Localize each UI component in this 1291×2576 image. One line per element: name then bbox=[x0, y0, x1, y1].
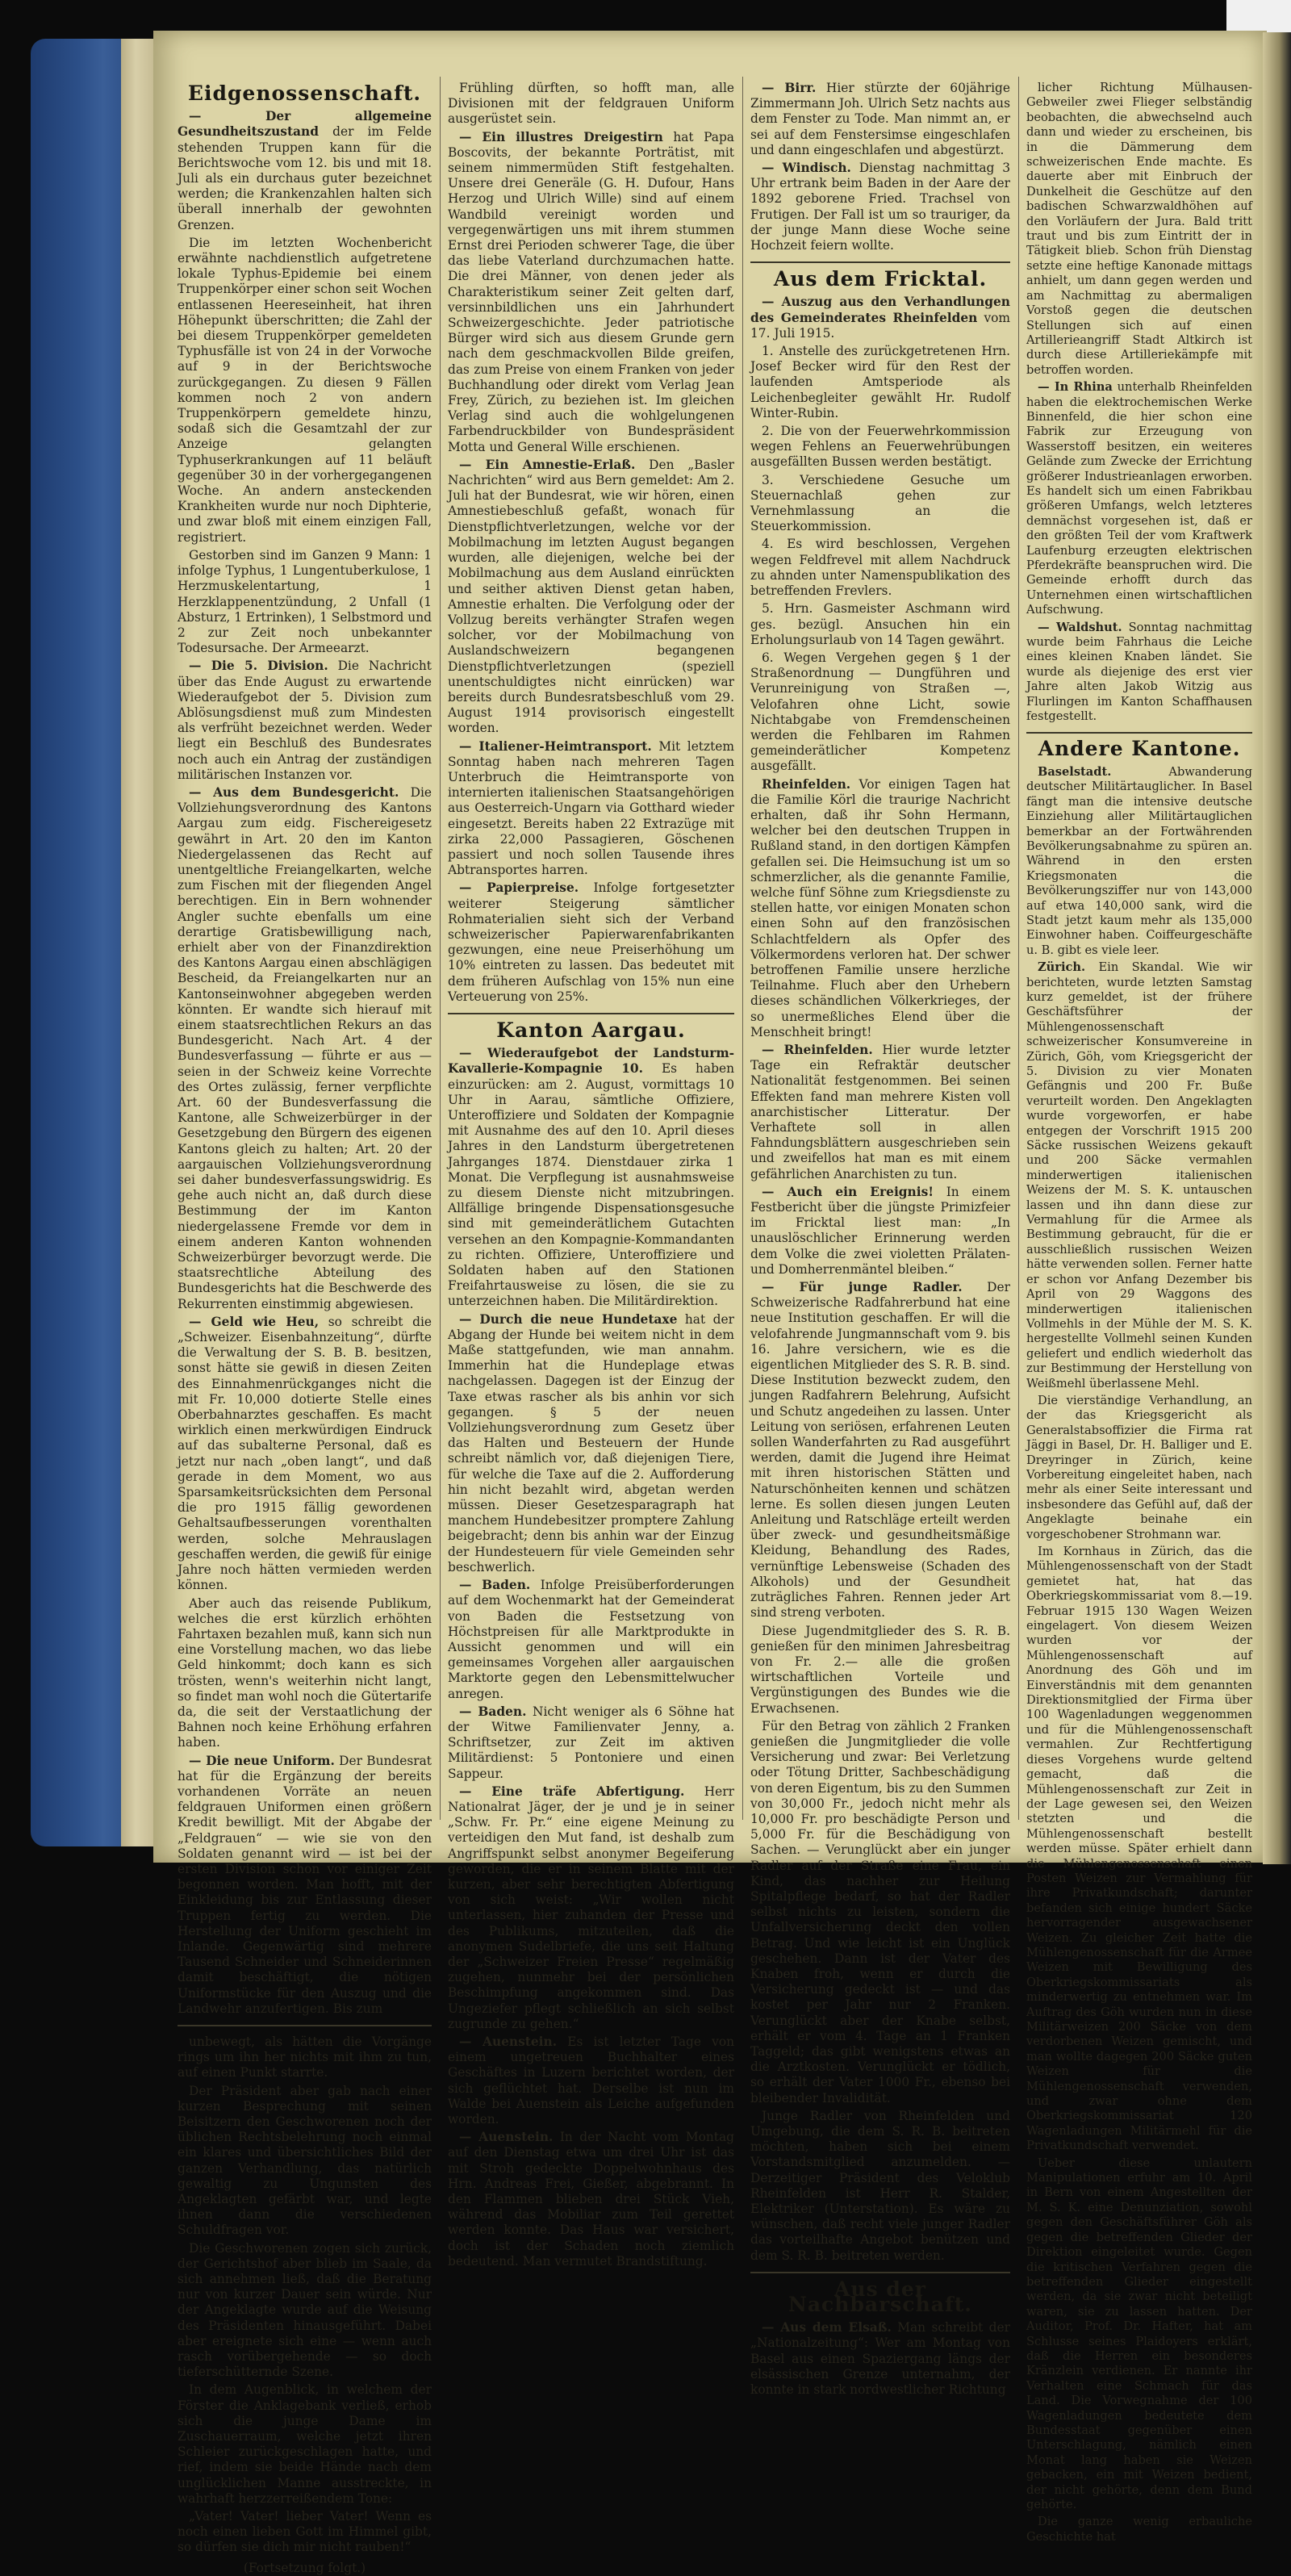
column-4 bbox=[1026, 81, 1253, 2544]
paragraph: 5. Hrn. Gasmeister Aschmann wird ges. bezügl. Ansuchen hin ein Erholungsurlaub von 14 Tagen gewährt. bbox=[750, 601, 1010, 647]
article: — Aus dem Elsaß. Man schreibt der „Nationalzeitung“: Wer am Montag von Basel aus einen Spaziergang längs der elsässischen Grenze unternahm, der konnte in stark nordwestlicher Richtung bbox=[750, 2320, 1010, 2398]
article: — Baden. Nicht weniger als 6 Söhne hat der Witwe Familienvater Jenny, a. Schriftsetzer, zur Zeit im aktiven Militärdienst: 5 Pontoniere und einen Sappeur. bbox=[448, 1704, 734, 1781]
paragraph: 1. Anstelle des zurückgetretenen Hrn. Josef Becker wird für den Rest der laufenden Amtsperiode als Leichenbegleiter gewählt Hr. Rudolf Winter-Rubin. bbox=[750, 344, 1010, 420]
article: — In Rhina unterhalb Rheinfelden haben die elektrochemischen Werke Binnenfeld, die hier schon eine Fabrik zur Erzeugung von Wasserstoff besitzen, ein weiteres Gelände zum Zwecke der Errichtung größerer Industrieanlagen erworben. Es handelt sich um einen Fabrikbau größeren Umfangs, welch letzteres demnächst vorgesehen ist, daß er den größten Teil der vom Kraftwerk Laufenburg erzeugten elektrischen Pferdekräfte beanspruchen wird. Die Gemeinde erhofft durch das Unternehmen einen wirtschaftlichen Aufschwung. bbox=[1026, 380, 1253, 617]
section-heading-fricktal: Aus dem Fricktal. bbox=[773, 267, 988, 291]
section-divider bbox=[1026, 732, 1252, 734]
article: Zürich. Ein Skandal. Wie wir berichteten, wurde letzten Samstag kurz gemeldet, ist der frühere Geschäftsführer der Mühlengenossenschaft schweizerischer Konsumvereine in Zürich, Göh, vom Kriegsgericht der 5. Division zu vier Monaten Gefängnis und 200 Fr. Buße verurteilt worden. Den Angeklagten wurde vorgeworfen, er habe entgegen der Vorschrift 1915 200 Säcke russischen Weizens gekauft und 200 Säcke vermahlen minderwertigen italienischen Weizens der M. S. K. untauschen lassen und ihn dann diese zur Vermahlung für die Armee als Bestimmung gebraucht, für die er ausschließlich russischen Weizen hätte verwenden sollen. Ferner hatte er schon vor Anfang Dezember bis April von 29 Waggons des minderwertigen italienischen Vollmehls in der Mühle der M. S. K. hergestellte Vollmehl seinen Kunden geliefert und endlich wiederholt das zur Bestimmung der Herstellung von Weißmehl überlassene Mehl. bbox=[1026, 960, 1253, 1390]
paragraph: 4. Es wird beschlossen, Vergehen wegen Feldfrevel mit allem Nachdruck zu ahnden unter Namenspublikation des betreffenden Frevlers. bbox=[750, 537, 1010, 599]
column-divider bbox=[742, 77, 743, 1820]
paragraph: Die im letzten Wochenbericht erwähnte nachdienstlich aufgetretene lokale Typhus-Epidemie bei einem Truppenkörper einer schon seit Wochen entlassenen Heereseinheit, hat ihren Höhepunkt überschritten; die Zahl der bei diesem Truppenkörper gemeldeten Typhusfälle ist von 24 in der Vorwoche auf 9 in der Berichtswoche zurückgegangen. Zu diesen 9 Fällen kommen noch 2 von andern Truppenkörpern gemeldete hinzu, sodaß sich die Gesamtzahl der zur Anzeige gelangten Typhuserkrankungen auf 11 beläuft gegenüber 30 in der vorhergegangenen Woche. An andern ansteckenden Krankheiten wurde nur noch Diphterie, und zwar bloß mit einem einzigen Fall, registriert. bbox=[178, 235, 432, 545]
paragraph: Die vierständige Verhandlung, an der das Kriegsgericht als Generalstabsoffizier die Firma rat Jäggi in Basel, Dr. H. Balliger und E. Dreyringer in Zürich, keine Vorbereitung eingeleitet haben, nach mehr als einer Seite interessant und insbesondere das Gefühl auf, daß der Angeklagte beinahe ein vorgeschobener Strohmann war. bbox=[1026, 1393, 1252, 1541]
article: — Ein illustres Dreigestirn hat Papa Boscovits, der bekannte Porträtist, mit seinem nimmermüden Stift festgehalten. Unsere drei Generäle (G. H. Dufour, Hans Herzog und Ulrich Wille) sind auf einem Wandbild vereinigt worden und vergegenwärtigen uns mit ihrem stummen Ernst drei Perioden schwerer Tage, die über das liebe Vaterland durchzumachen hatte. Die drei Männer, von denen jeder als Charakteristikum seiner Zeit gelten darf, versinnbildlichen uns ein Jahrhundert Schweizergeschichte. Jeder patriotische Bürger wird sich aus diesem Grunde gern nach dem geschmackvollen Bilde greifen, das zum Preise von einem Franken von jeder Buchhandlung oder direkt vom Verlag Jean Frey, Zürich, zu beziehen ist. Im gleichen Verlag sind auch die wohlgelungenen Farbendruckbilder von Bundespräsident Motta und General Wille erschienen. bbox=[448, 129, 734, 454]
article: — Geld wie Heu, so schreibt die „Schweizer. Eisenbahnzeitung“, dürfte die Verwaltung der S. B. B. besitzen, sonst hätte sie gewiß in diesen Zeiten des Einnahmenrückganges nicht die mit Fr. 10,000 dotierte Stelle eines Oberbahnarztes geschaffen. Es macht wirklich einen merkwürdigen Eindruck auf das subalterne Personal, daß es jetzt nur nach „oben langt“, und daß gerade in dem Moment, wo aus Sparsamkeitsrücksichten dem Personal die pro 1915 fällig gewordenen Gehaltsaufbesserungen vorenthalten werden, solche Mehrauslagen geschaffen werden, die gewiß für einige Jahre noch hätten vermieden werden können. bbox=[178, 1314, 432, 1593]
paragraph: Aber auch das reisende Publikum, welches die erst kürzlich erhöhten Fahrtaxen bezahlen muß, kann sich nun eine Vorstellung machen, wo das liebe Geld hinkommt; doch kann es sich trösten, wenn's weiterhin nicht langt, so findet man wohl noch die Gütertarife da, die seit der Verstaatlichung der Bahnen noch keine Erhöhung erfahren haben. bbox=[178, 1595, 432, 1750]
section-divider bbox=[750, 261, 1010, 263]
article: — Auch ein Ereignis! In einem Festbericht über die jüngste Primizfeier im Fricktal liest man: „In unauslöschlicher Erinnerung werden dem Volke die zwei violetten Prälaten- und Domherrenmäntel bleiben.“ bbox=[750, 1184, 1010, 1277]
article: — Eine träfe Abfertigung. Herr Nationalrat Jäger, der je und je in seiner „Schw. Fr. Pr.“ eine eigene Meinung zu verteidigen den Mut fand, ist deshalb zum Angriffspunkt selbst anonymer Begeiferung geworden, die er in seinem Blatte mit der kurzen, aber sehr berechtigten Abfertigung von sich weist: „Wir wollen nicht unterlassen, hier zuhanden der Presse und des Publikums, mitzuteilen, daß die anonymen Sudelbriefe, die uns seit Haltung der „Schweizer Freien Presse“ regelmäßig zugehen, nunmehr bei der persönlichen Beschimpfung angekommen sind. Das Ungeziefer pflegt schließlich an sich selbst zugrunde zu gehen.“ bbox=[448, 1784, 734, 2031]
article: Rheinfelden. Vor einigen Tagen hat die Familie Körl die traurige Nachricht erhalten, daß ihr Sohn Hermann, welcher bei den deutschen Truppen in Rußland stand, in den dortigen Kämpfen gefallen sei. Die Heimsuchung ist um so schmerzlicher, als die genannte Familie, welche fünf Söhne zum Kriegsdienste zu stellen hatte, vor einigen Monaten schon einen Sohn auf den französischen Schlachtfeldern als Opfer des Völkermordens verloren hat. Der schwer betroffenen Familie unsere herzliche Teilnahme. Fluch aber den Urhebern dieses schändlichen Völkerkrieges, der so unermeßliches Elend über die Menschheit bringt! bbox=[750, 776, 1010, 1039]
article: — Auszug aus den Verhandlungen des Gemeinderates Rheinfelden vom 17. Juli 1915. bbox=[750, 295, 1010, 341]
article: — Durch die neue Hundetaxe hat der Abgang der Hunde bei weitem nicht in dem Maße stattgefunden, wie man annahm. Immerhin hat die Hundeplage etwas nachgelassen. Dagegen ist der Einzug der Taxe etwas rascher als bis anhin vor sich gegangen. § 5 der neuen Vollziehungsverordnung zum Gesetz über das Halten und Besteuern der Hunde schreibt nämlich vor, daß diejenigen Tiere, für welche die Taxe auf die 2. Aufforderung hin nicht bezahlt wird, abgetan werden müssen. Dieser Gesetzesparagraph hat manchem Hundebesitzer promptere Zahlung beigebracht; denn bis anhin war der Einzug der Hundesteuern für viele Gemeinden sehr beschwerlich. bbox=[448, 1311, 734, 1574]
scan-corner bbox=[1226, 0, 1291, 32]
paragraph: Gestorben sind im Ganzen 9 Mann: 1 infolge Typhus, 1 Lungentuberkulose, 1 Herzmuskelentartung, 1 Herzklappenentzündung, 2 Unfall (1 Absturz, 1 Ertrinken), 1 Selbstmord und 2 zur Zeit noch unbekannter Todesursache. Der Armeearzt. bbox=[178, 547, 432, 656]
feuilleton-paragraph: In dem Augenblick, in welchem der Förster die Anklagebank verließ, erhob sich die junge Dame im Zuschauerraum, welche jetzt ihren Schleier zurückgeschlagen hatte, und rief, indem sie beide Hände nach dem unglücklichen Manne ausstreckte, in wahrhaft herzzerreißendem Tone: bbox=[178, 2382, 432, 2506]
feuilleton-divider bbox=[178, 2025, 432, 2026]
feuilleton-paragraph: Der Präsident aber gab nach einer kurzen Besprechung mit seinen Beisitzern den Geschworenen noch der üblichen Rechtsbelehrung noch einmal ein klares und übersichtliches Bild der ganzen Verhandlung, das natürlich gewaltig zu Ungunsten des Angeklagten gefärbt war, und legte ihnen dann die verschiedenen Schuldfragen vor. bbox=[178, 2083, 432, 2238]
feuilleton-paragraph: „Vater! Vater! lieber Vater! Wenn es noch einen lieben Gott im Himmel gibt, so dürfen sie dich mir nicht rauben!“ bbox=[178, 2509, 432, 2555]
column-3 bbox=[750, 81, 1010, 2398]
paragraph: Junge Radler von Rheinfelden und Umgebung, die dem S. R. B. beitreten möchten, haben sich bei einem Vorstandsmitglied anzumelden. — Derzeitiger Präsident des Veloklub Rheinfelden ist Herr R. Stalder, Elektriker (Unterstation). Es wäre zu wünschen, daß recht viele junger Radler das vorteilhafte Angebot benützen und dem S. R. B. beitreten werden. bbox=[750, 2108, 1010, 2263]
paragraph: Ueber diese unlautern Manipulationen erfuhr am 10. April in Bern von einem Angestellten der M. S. K. eine Denunziation, sowohl gegen den Geschäftsführer Göh als gegen die betreffenden Glieder der Direktion eingeleitet wurde. Gegen die kritischen Verfahren gegen die betreffenden Glieder eingestellt werden, da sie zwar nicht beteiligt waren, sie zu lassen hatten. Der Auditor, Prof. Dr. Hafter, hat am Schlusse seines Plaidoyers erklärt, daß die Herren ein besonderes Kränzlein verdienen. Er nannte ihr Verhalten eine Schmach für das Land. Die Vorwegnahme der 100 Wagenladungen bedeutete dem Bundesstaat gegenüber einen Unterschlagung, nämlich einen Monat lang haben sie Weizen gebacken, ein mit Weizen bedient, der nicht gehörte, denn dem Bund gehörte. bbox=[1026, 2156, 1252, 2511]
paragraph: 2. Die von der Feuerwehrkommission wegen Fehlens an Feuerwehrübungen ausgefällten Bussen werden bestätigt. bbox=[750, 424, 1010, 470]
feuilleton-paragraph: Die Geschworenen zogen sich zurück, der Gerichtshof aber blieb im Saale, da sich annehmen ließ, daß die Beratung nur von kurzer Dauer sein würde. Nur der Angeklagte wurde auf die Weisung des Präsidenten hinausgeführt. Dabei aber ereignete sich eine — wenn auch rasch vorübergehende — so doch tieferschütternde Szene. bbox=[178, 2240, 432, 2380]
article: — Waldshut. Sonntag nachmittag wurde beim Fahrhaus die Leiche eines kleinen Knaben ländet. Sie wurde als diejenige des erst vier Jahre alten Jakob Witzig aus Flurlingen im Kanton Schaffhausen festgestellt. bbox=[1026, 620, 1253, 724]
column-2 bbox=[448, 81, 734, 2269]
section-divider bbox=[750, 2272, 1010, 2273]
paragraph: 3. Verschiedene Gesuche um Steuernachlaß gehen zur Vernehmlassung an die Steuerkommission. bbox=[750, 472, 1010, 534]
section-heading-nachbarschaft: Aus der Nachbarschaft. bbox=[788, 2277, 972, 2317]
article: — Rheinfelden. Hier wurde letzter Tage ein Refraktär deutscher Nationalität festgenommen. Bei seinen Effekten fand man mehrere Kisten voll anarchistischer Litteratur. Der Verhaftete soll in allen Fahndungsblättern ausgeschrieben sein und zweifellos hat man es mit einem gefährlichen Anarchisten zu tun. bbox=[750, 1042, 1010, 1181]
facing-page-edge bbox=[1263, 32, 1291, 1864]
article: — Aus dem Bundesgericht. Die Vollziehungsverordnung des Kantons Aargau zum eidg. Fischereigesetz gewährt in Art. 20 den im Kanton Niedergelassenen das Recht auf unentgeltliche Freiangelkarten, welche zum Fischen mit der fliegenden Angel berechtigen. Ein in Bern wohnender Angler suchte ebenfalls um eine derartige Gratisbewilligung nach, erhielt aber von der Finanzdirektion des Kantons Aargau einen abschlägigen Bescheid, da Freiangelkarten nur an Kantonseinwohner abgegeben werden könnten. Er wandte sich hierauf mit einem staatsrechtlichen Rekurs an das Bundesgericht. Nach Art. 4 der Bundesverfassung — führte er aus — seien in der Schweiz keine Vorrechte des Ortes zulässig, ferner verpflichte Art. 60 der Bundesverfassung die Kantone, alle Schweizerbürger in der Gesetzgebung den Bürgern des eigenen Kantons gleich zu halten; Art. 20 der aargauischen Vollziehungsverordnung sei daher bundesverfassungswidrig. Es gehe auch nicht an, daß durch diese Bestimmung der im Kanton niedergelassene Fremde vor dem in einem anderen Kanton wohnenden Schweizerbürger bevorzugt werde. Die staatsrechtliche Abteilung des Bundesgerichts hat die Beschwerde des Rekurrenten einstimmig abgewiesen. bbox=[178, 784, 432, 1311]
article: — Italiener-Heimtransport. Mit letztem Sonntag haben nach mehreren Tagen Unterbruch die Heimtransporte von internierten italienischen Staatsangehörigen aus Oesterreich-Ungarn via Gotthard wieder eingesetzt. Bereits haben 22 Extrazüge mit zirka 22,000 Passagieren, Göschenen passiert und noch sollen Tausende ihres Abtransportes harren. bbox=[448, 738, 734, 878]
article: — Der allgemeine Gesundheitszustand der im Felde stehenden Truppen kann für die Berichtswoche vom 12. bis und mit 18. Juli als ein durchaus guter bezeichnet werden; die Krankenzahlen halten sich überall innerhalb der gewohnten Grenzen. bbox=[178, 109, 432, 232]
article: Baselstadt. Abwanderung deutscher Militärtauglicher. In Basel fängt man die intensive deutsche Einziehung aller Militärtauglichen bemerkbar an der Fortwährenden Bevölkerungsabnahme zu spüren an. Während in den ersten Kriegsmonaten die Bevölkerungsziffer nur von 143,000 auf etwa 140,000 sank, wird die Stadt jetzt kaum mehr als 135,000 Einwohner haben. Coiffeurgeschäfte u. B. gibt es viele leer. bbox=[1026, 764, 1252, 957]
article: — Ein Amnestie-Erlaß. Den „Basler Nachrichten“ wird aus Bern gemeldet: Am 2. Juli hat der Bundesrat, wie wir hören, einen Amnestiebeschluß gefaßt, wonach für Dienstpflichtverletzungen, welche vor der Mobilmachung im letzten August begangen wurden, alle diejenigen, welche bei der Mobilmachung aus dem Ausland einrückten und seither aktiven Dienst getan haben, Amnestie erhalten. Die Verfolgung oder der Vollzug bereits verhängter Strafen wegen solcher, vor der Mobilmachung von Auslandschweizern begangenen Dienstpflichtverletzungen (speziell unentschuldigtes nicht einrücken) war bereits durch Bundesratsbeschluß vom 29. August 1914 provisorisch eingestellt worden. bbox=[448, 457, 734, 736]
column-divider bbox=[440, 77, 441, 1820]
article: — Auenstein. Es ist letzter Tage von einem ungetreuen Buchhalter eines Geschäftes in Luzern berichtet worden, der sich geflüchtet hat. Derselbe ist nun im Walde bei Auenstein als Leiche aufgefunden worden. bbox=[448, 2034, 734, 2126]
article: — Windisch. Dienstag nachmittag 3 Uhr ertrank beim Baden in der Aare der 1892 geborene Fried. Trachsel von Frutigen. Der Fall ist um so trauriger, da der junge Mann diese Woche seine Hochzeit feiern wollte. bbox=[750, 161, 1010, 253]
column-divider bbox=[1018, 77, 1019, 1820]
paragraph: Frühling dürften, so hofft man, alle Divisionen mit der feldgrauen Uniform ausgerüstet sein. bbox=[448, 81, 734, 127]
article: — Für junge Radler. Der Schweizerische Radfahrerbund hat eine neue Institution geschaffen. Er will die velofahrende Jungmannschaft vom 9. bis 16. Jahre versichern, wie es die eigentlichen Mitglieder des S. R. B. sind. Diese Institution bezweckt zudem, den jungen Radfahrern Belehrung, Aufsicht und Schutz angedeihen zu lassen. Unter Leitung von seriösen, erfahrenen Leuten sollen Wanderfahrten zu Rad ausgeführt werden, damit die Jugend ihre Heimat mit ihren historischen Stätten und Naturschönheiten kennen und schätzen lerne. Es sollen diesen jungen Leuten Anleitung und Ratschläge erteilt werden über zweck- und gesundheitsmäßige Kleidung, Behandlung des Rades, vernünftige Lebensweise (Schaden des Alkohols) und der Gesundheit zuträgliches Fahren. Rennen jeder Art sind streng verboten. bbox=[750, 1280, 1010, 1620]
article: — Baden. Infolge Preisüberforderungen auf dem Wochenmarkt hat der Gemeinderat von Baden die Festsetzung von Höchstpreisen für alle Marktprodukte in Aussicht genommen und will ein gemeinsames Vorgehen aller aargauischen Marktorte gegen den Lebensmittelwucher anregen. bbox=[448, 1578, 734, 1701]
section-heading-eidgenossenschaft: Eidgenossenschaft. bbox=[187, 82, 422, 105]
article: — Die 5. Division. Die Nachricht über das Ende August zu erwartende Wiederaufgebot der 5. Division zum Ablösungsdienst muß zum Mindesten als verfrüht bezeichnet werden. Weder liegt ein Beschluß des Bundesrates noch auch ein Antrag der zuständigen militärischen Instanzen vor. bbox=[178, 659, 432, 782]
paragraph: Diese Jugendmitglieder des S. R. B. genießen für den minimen Jahresbeitrag von Fr. 2.— alle die großen wirtschaftlichen Vorteile und Vergünstigungen des Bundes wie die Erwachsenen. bbox=[750, 1623, 1010, 1716]
paragraph: Im Kornhaus in Zürich, das die Mühlengenossenschaft von der Stadt gemietet hat, hat das Oberkriegskommissariat vom 8.—19. Februar 1915 130 Wagen Weizen eingelagert. Von diesem Weizen wurden vor der Mühlengenossenschaft auf Anordnung des Göh und im Einverständnis mit dem genannten Direktionsmitglied der Firma über 100 Wagenladungen weggenommen und für die Mühlengenossenschaft vermahlen. Zur Rechtfertigung dieses Vorgehens wurde geltend gemacht, daß die Mühlengenossenschaft zur Zeit in der Lage gewesen sei, den Weizen stetzten und die Mühlengenossenschaft bestellt werden müsse. Später erhielt dann die Mühlengenossenschaft einen Posten Weizen zur Vermahlung für ihre Privatkundschaft; darunter befanden sich einige hundert Säcke hervorragender ausgewachsener Weizen. Zu gleicher Zeit hatte die Mühlengenossenschaft für die Armee Weizen mit Bewilligung des Oberkriegskommissariats als minderwertig zu entnehmen war. Im Auftrag des Göh wurden nun in diese Militärweizen 200 Säcke von dem verdorbenen Weizen gemischt, und man wollte dagegen 200 Säcke guten Weizen für die Mühlengenossenschaft verwenden, und zwar ohne dem Oberkriegskommissariat 120 Wagenladungen Militärmehl für die Privatkundschaft verwendet. bbox=[1026, 1545, 1252, 2153]
feuilleton-paragraph: unbewegt, als hätten die Vorgänge rings um ihn her nichts mit ihm zu tun, auf einen Punkt starrte. bbox=[178, 2034, 432, 2080]
article: — Wiederaufgebot der Landsturm-Kavallerie-Kompagnie 10. Es haben einzurücken: am 2. August, vormittags 10 Uhr in Aarau, sämtliche Offiziere, Unteroffiziere und Soldaten der Kompagnie mit Ausnahme des auf den 10. April dieses Jahres in den Landsturm übergetretenen Jahrganges 1874. Dienstdauer zirka 1 Monat. Die Verpflegung ist ausnahmsweise zu diesem Dienste nicht mitzubringen. Allfällige bringende Dispensationsgesuche sind mit gemeinderätlichem Gutachten versehen an den Kompagnie-Kommandanten zu richten. Offiziere, Unteroffiziere und Soldaten haben auf den Stationen Freifahrtausweise zu lösen, die sie zu unterzeichnen haben. Die Militärdirektion. bbox=[448, 1046, 734, 1309]
article: — Die neue Uniform. Der Bundesrat hat für die Ergänzung der bereits vorhandenen Vorräte an neuen feldgrauen Uniformen einen größern Kredit bewilligt. Mit der Abgabe der „Feldgrauen“ — wie sie von den Soldaten genannt wird — ist bei der ersten Division schon vor einiger Zeit begonnen worden. Man hofft, mit der Einkleidung bis zur Entlassung dieser Truppen fertig zu werden. Die Herstellung der Uniform geschieht im Inlande. Gegenwärtig sind mehrere Tausend Schneider und Schneiderinnen damit beschäftigt, die nötigen Uniformstücke für den Auszug und die Landwehr anzufertigen. Bis zum bbox=[178, 1753, 432, 2016]
article: — Auenstein. In der Nacht vom Montag auf den Dienstag etwa um drei Uhr ist das mit Stroh gedeckte Doppelwohnhaus des Hrn. Andreas Frei, Gießer, abgebrannt. In den Flammen blieben drei Stück Vieh, während das Mobiliar zum Teil gerettet werden konnte. Das Haus war versichert, doch ist der Schaden noch ziemlich bedeutend. Man vermutet Brandstiftung. bbox=[448, 2130, 734, 2269]
article: — Papierpreise. Infolge fortgesetzter weiterer Steigerung sämtlicher Rohmaterialien sieht sich der Verband schweizerischer Papierwarenfabrikanten gezwungen, eine neue Preiserhöhung um 10% eintreten zu lassen. Das bedeutet mit dem früheren Aufschlag von 15% nun eine Verteuerung von 25%. bbox=[448, 880, 734, 1004]
paragraph: licher Richtung Mülhausen-Gebweiler zwei Flieger selbständig beobachten, die abwechselnd auch dann und wieder zu erscheinen, bis in die Dämmerung dem schweizerischen Ende machte. Es dauerte aber mit Einbruch der Dunkelheit die Geschütze auf den badischen Schwarzwaldhöhen auf den Vorläufern der Jura. Bald tritt traut und bis zum Eintritt der in Tätigkeit blieb. Schon früh Dienstag setzte eine heftige Kanonade mittags anhielt, um dann gegen werden und am Nachmittag zu abermaligen Vorstoß gegen die deutschen Stellungen sich auf einen Artillerieangriff Stadt Altkirch ist durch diese Artilleriekämpfe mit betroffen worden. bbox=[1026, 81, 1252, 377]
section-heading-kanton-aargau: Kanton Aargau. bbox=[496, 1018, 686, 1042]
paragraph: Für den Betrag von zählich 2 Franken genießen die Jungmitglieder die volle Versicherung und zwar: Bei Verletzung oder Tötung Dritter, Sachbeschädigung von deren Eigentum, bis zu den Summen von 30,000 Fr., jedoch nicht mehr als 10,000 Fr. pro beschädigte Person und 5,000 Fr. für die Beschädigung von Sachen. — Verunglückt aber ein junger Radler auf der Straße eine Frau, ein Kind, das nachher zur Heilung Spitalpflege bedarf, so hat der Radler selbst nichts zu leisten, sondern die Unfallversicherung deckt den vollen Betrag. Und wie leicht ist ein Unglück geschehen. Dann ist der Vater des Knaben froh, wenn er durch die Versicherung gedeckt ist — und das kostet per Jahr nur 2 Franken. Verunglückt aber der Knabe selbst, erhält er vom 4. Tage an 1 Franken Taggeld; das gibt wenigstens etwas an die Arztkosten. Verunglückt er tödlich, so erhält der Vater 1000 Fr., ebenso bei bleibender Invalidität. bbox=[750, 1718, 1010, 2106]
article: — Birr. Hier stürzte der 60jährige Zimmermann Joh. Ulrich Setz nachts aus dem Fenster zu Tode. Man nimmt an, er sei auf dem Fenstersimse eingeschlafen und dann eingeschlafen und abgestürzt. bbox=[750, 81, 1010, 157]
paragraph: Die ganze wenig erbauliche Geschichte hat bbox=[1026, 2515, 1252, 2544]
section-heading-andere-kantone: Andere Kantone. bbox=[1038, 737, 1241, 761]
continued-note: (Fortsetzung folgt.) bbox=[243, 2560, 366, 2575]
paragraph: 6. Wegen Vergehen gegen § 1 der Straßenordnung — Dungführen und Verunreinigung von Straßen —, Velofahren ohne Licht, sowie Nichtabgabe von Fremdenscheinen werden die Fehlbaren im Rahmen gemeinderätlicher Kompetenz ausgefällt. bbox=[750, 650, 1010, 774]
column-1 bbox=[178, 81, 432, 2575]
section-divider bbox=[448, 1013, 734, 1014]
